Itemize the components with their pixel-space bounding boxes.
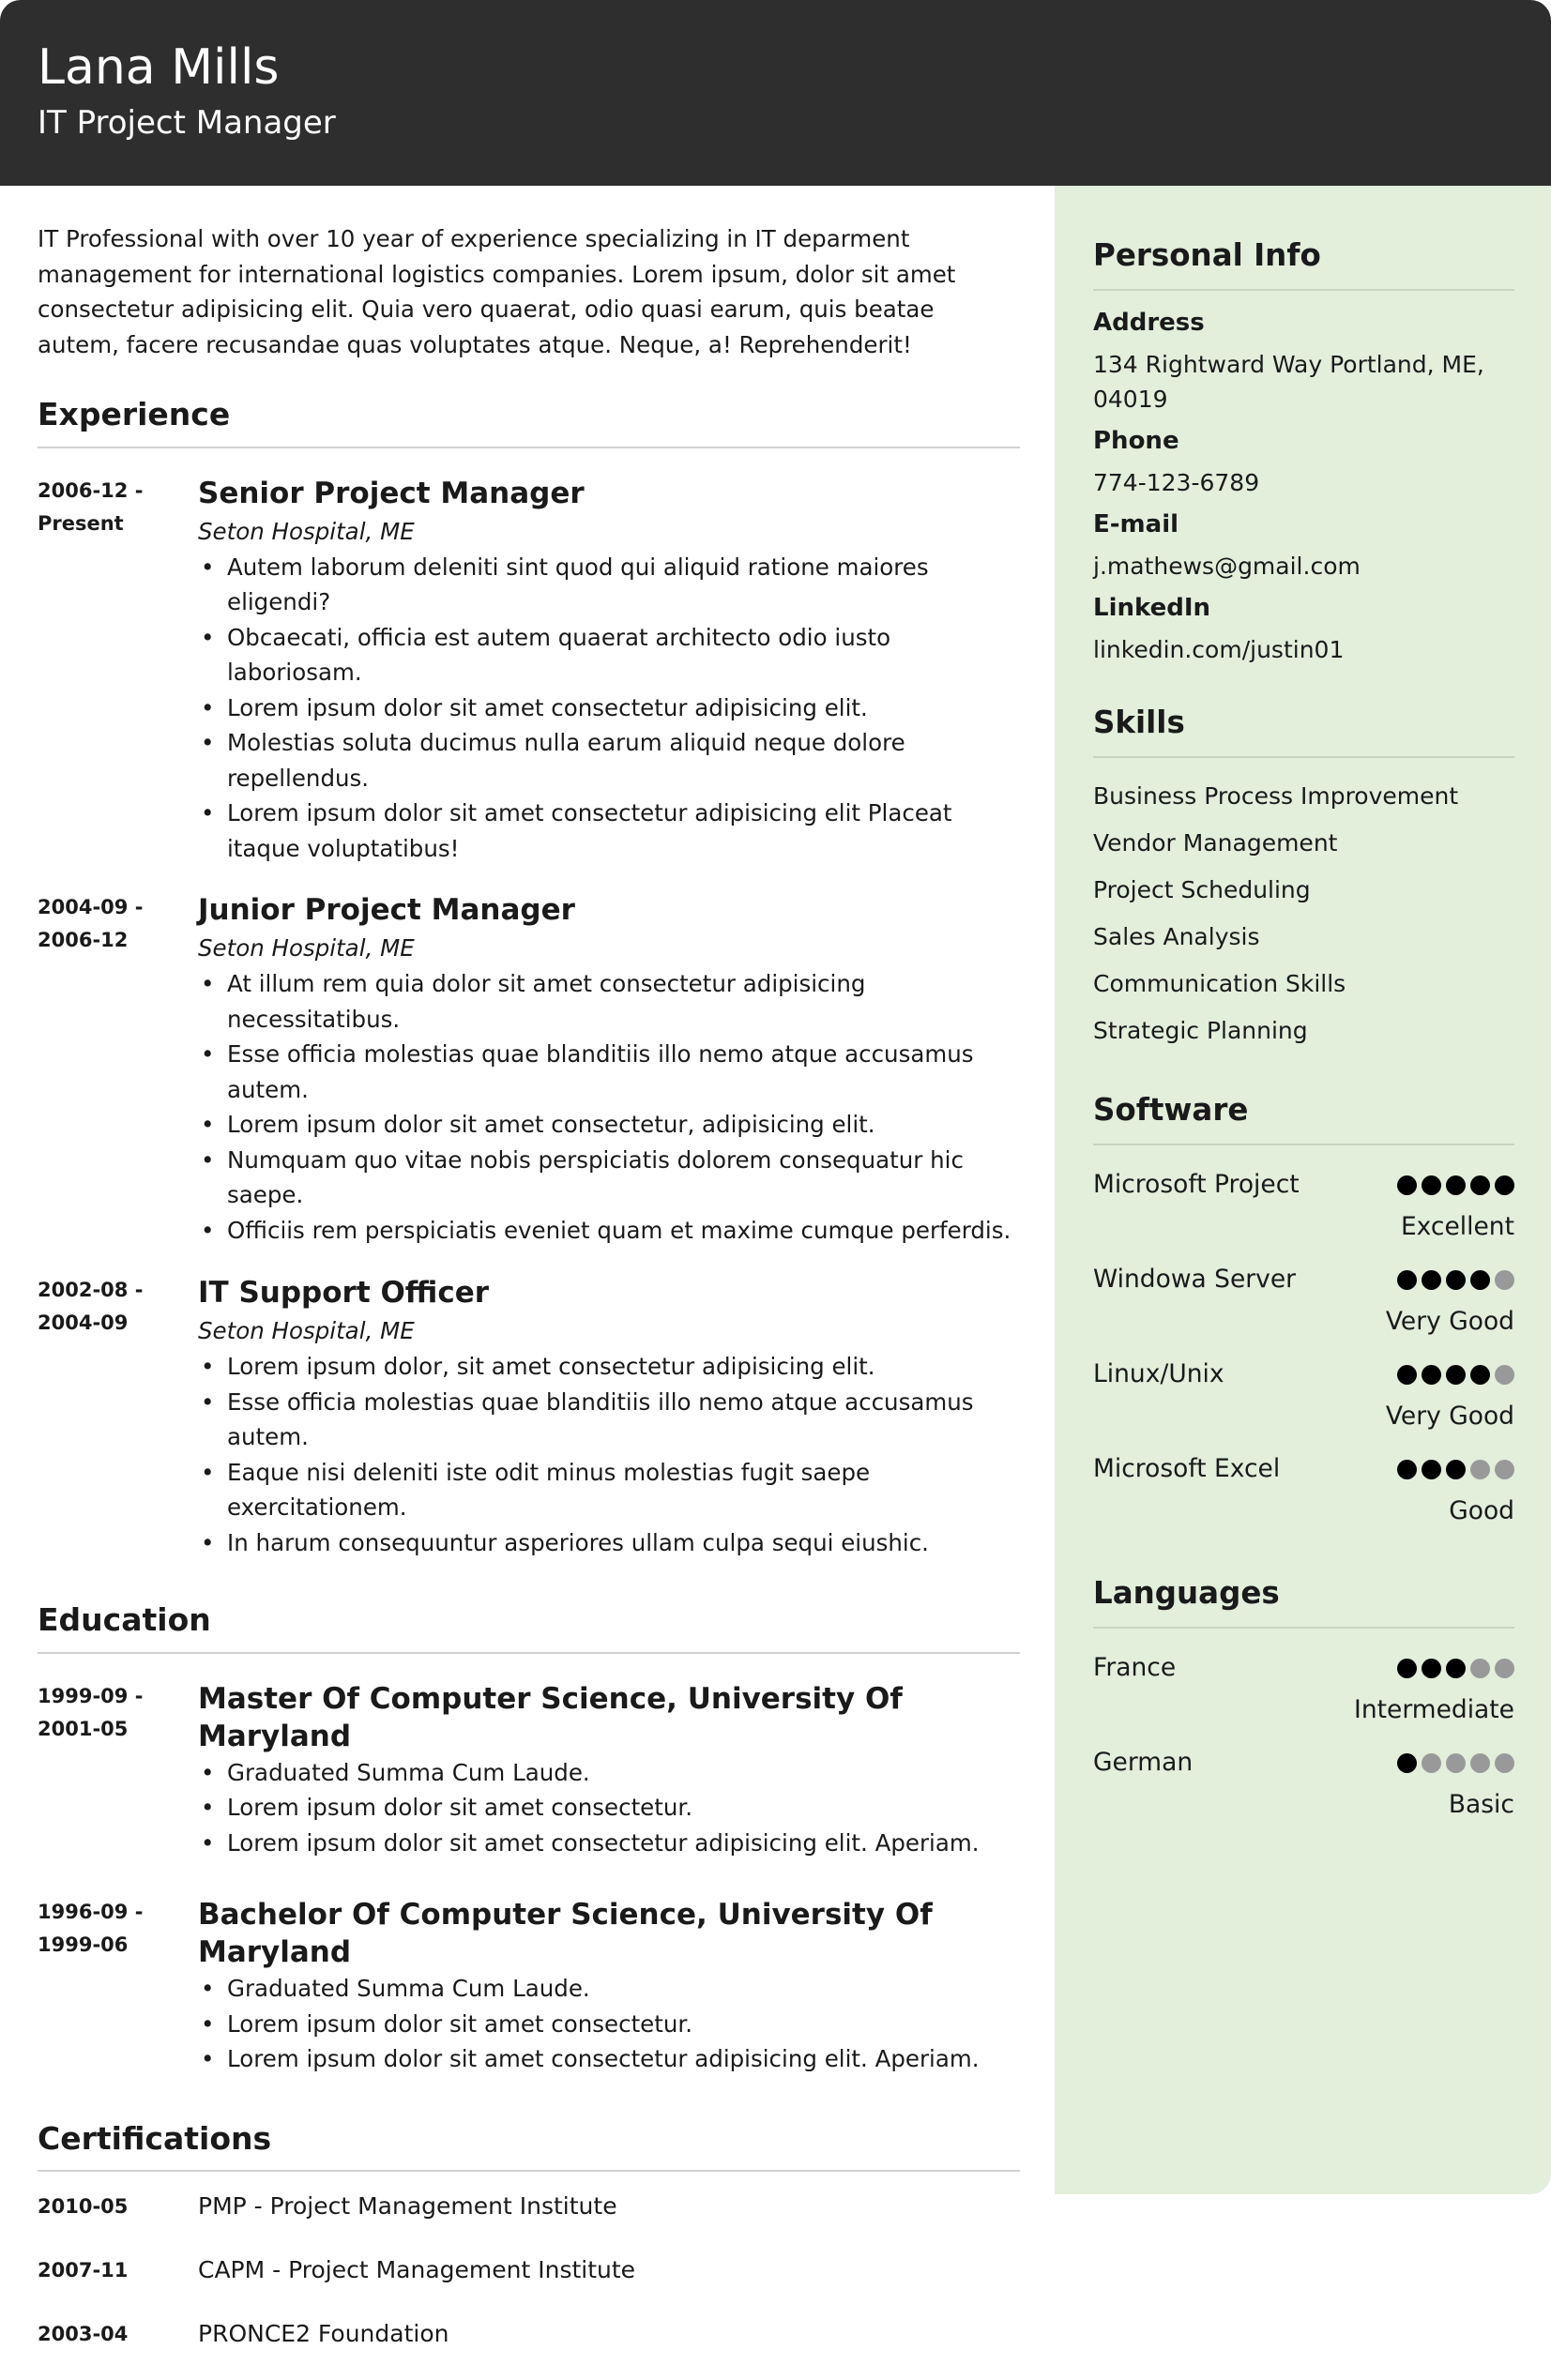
list-item: • Esse officia molestias quae blanditiis illo nemo atque accusamus autem. [198, 1385, 1020, 1455]
list-item: • Obcaecati, officia est autem quaerat architecto odio iusto laboriosam. [198, 620, 1020, 690]
divider [1093, 1627, 1514, 1629]
skill-item: Vendor Management [1093, 829, 1338, 856]
skills-section [1093, 705, 1514, 1054]
bullet-list [198, 966, 1020, 1248]
degree-title: Master Of Computer Science, University Of Maryland [198, 1681, 903, 1753]
date-to: 1999-06 [38, 1933, 129, 1957]
rating-dot-filled [1397, 1175, 1417, 1195]
date-to: 2006-12 [38, 929, 129, 952]
list-item: • Graduated Summa Cum Laude. [198, 1971, 1020, 2007]
rating-dot-empty [1495, 1270, 1514, 1290]
entry-dates [38, 1274, 188, 1340]
skill-item: Project Scheduling [1093, 876, 1311, 903]
cert-date: 2007-11 [38, 2259, 129, 2282]
rating-dot-filled [1446, 1659, 1466, 1678]
cert-name: PMP - Project Management Institute [198, 2192, 617, 2221]
rating-dot-filled [1397, 1659, 1417, 1678]
date-to: Present [38, 511, 124, 535]
software-name: Windowa Server [1093, 1265, 1297, 1294]
job-place: Seton Hospital, ME [198, 517, 415, 545]
rating-dots [1397, 1270, 1514, 1291]
bullet-list [198, 1755, 1020, 1861]
software-rating-row [1093, 1259, 1514, 1354]
bullet-list [198, 1971, 1020, 2077]
email-value: j.mathews@gmail.com [1093, 553, 1361, 580]
rating-dot-empty [1470, 1460, 1490, 1479]
language-rating-row [1093, 1742, 1514, 1837]
certification-row [38, 2252, 1020, 2316]
rating-dots [1397, 1753, 1514, 1774]
skill-item: Business Process Improvement [1093, 782, 1459, 810]
job-title: Senior Project Manager [198, 476, 585, 510]
main-column [38, 221, 1020, 2380]
list-item: • Numquam quo vitae nobis perspiciatis dolorem consequatur hic saepe. [198, 1143, 1020, 1213]
software-name: Microsoft Project [1093, 1170, 1300, 1199]
linkedin-value: linkedin.com/justin01 [1093, 636, 1345, 663]
software-rating-row [1093, 1354, 1514, 1448]
rating-dot-empty [1495, 1460, 1514, 1479]
education-entry [38, 1680, 1020, 1861]
rating-dots [1397, 1460, 1514, 1480]
field-label: LinkedIn [1093, 594, 1211, 622]
date-to: 2004-09 [38, 1311, 129, 1335]
cert-name: CAPM - Project Management Institute [198, 2256, 636, 2284]
sidebar-column [1093, 237, 1514, 1837]
list-item: • Lorem ipsum dolor, sit amet consectetur adipisicing elit. [198, 1349, 1020, 1385]
certifications-section [38, 2120, 1020, 2380]
experience-entry [38, 1274, 1020, 1560]
job-place: Seton Hospital, ME [198, 1317, 415, 1345]
education-section [38, 1601, 1020, 2077]
section-title-certifications: Certifications [38, 2119, 272, 2157]
cert-date: 2003-04 [38, 2323, 129, 2346]
entry-dates [38, 475, 188, 540]
education-entry [38, 1896, 1020, 2077]
rating-dot-empty [1495, 1659, 1514, 1678]
field-label: E-mail [1093, 510, 1179, 538]
rating-level: Very Good [1385, 1402, 1514, 1431]
software-name: Microsoft Excel [1093, 1454, 1281, 1483]
certification-row [38, 2316, 1020, 2380]
rating-dot-filled [1446, 1270, 1466, 1290]
rating-dot-filled [1446, 1460, 1466, 1479]
language-name: France [1093, 1653, 1177, 1682]
rating-dot-filled [1397, 1365, 1417, 1385]
list-item: • At illum rem quia dolor sit amet consectetur adipisicing necessitatibus. [198, 966, 1020, 1037]
software-rating-row [1093, 1448, 1514, 1543]
job-place: Seton Hospital, ME [198, 934, 415, 963]
list-item: • Lorem ipsum dolor sit amet consectetur adipisicing elit Placeat itaque voluptatibus! [198, 796, 1020, 866]
software-rating-row [1093, 1164, 1514, 1259]
address-value: 134 Rightward Way Portland, ME, 04019 [1093, 351, 1484, 413]
job-title: Junior Project Manager [198, 893, 575, 928]
list-item: • Molestias soluta ducimus nulla earum aliquid neque dolore repellendus. [198, 725, 1020, 796]
rating-dot-filled [1397, 1753, 1417, 1773]
experience-section [38, 396, 1020, 1560]
list-item: • Lorem ipsum dolor sit amet consectetur. [198, 1790, 1020, 1826]
rating-dot-filled [1422, 1175, 1441, 1195]
rating-dot-filled [1422, 1659, 1441, 1678]
rating-dot-filled [1470, 1175, 1490, 1195]
cert-name: PRONCE2 Foundation [198, 2320, 449, 2348]
list-item: • In harum consequuntur asperiores ullam culpa sequi eiushic. [198, 1525, 1020, 1561]
list-item: • Lorem ipsum dolor sit amet consectetur adipisicing elit. Aperiam. [198, 1826, 1020, 1861]
phone-value: 774-123-6789 [1093, 469, 1260, 496]
certification-row [38, 2189, 1020, 2252]
rating-dot-filled [1422, 1460, 1441, 1479]
software-name: Linux/Unix [1093, 1359, 1224, 1388]
section-title-software: Software [1093, 1092, 1249, 1128]
rating-dot-filled [1470, 1365, 1490, 1385]
software-section [1093, 1092, 1514, 1543]
rating-dot-filled [1470, 1270, 1490, 1290]
rating-dot-empty [1495, 1753, 1514, 1773]
section-title-personal-info: Personal Info [1093, 237, 1321, 273]
list-item: • Officiis rem perspiciatis eveniet quam et maxime cumque perferdis. [198, 1213, 1020, 1249]
candidate-role: IT Project Manager [38, 104, 336, 142]
divider [38, 447, 1020, 448]
experience-entry [38, 475, 1020, 867]
section-title-education: Education [38, 1601, 211, 1639]
section-title-experience: Experience [38, 396, 231, 432]
skill-item: Communication Skills [1093, 970, 1346, 997]
resume-header [0, 0, 1551, 186]
entry-dates [38, 1896, 188, 1962]
list-item: • Autem laborum deleniti sint quod qui aliquid ratione maiores eligendi? [198, 550, 1020, 620]
rating-dots [1397, 1659, 1514, 1679]
divider [1093, 756, 1514, 758]
rating-dot-filled [1495, 1175, 1514, 1195]
language-name: German [1093, 1748, 1194, 1777]
list-item: • Lorem ipsum dolor sit amet consectetur adipisicing elit. [198, 690, 1020, 726]
field-label: Phone [1093, 427, 1179, 455]
date-from: 1999-09 - [38, 1684, 144, 1707]
degree-title: Bachelor Of Computer Science, University Of Maryland [198, 1898, 933, 1970]
rating-dots [1397, 1175, 1514, 1196]
rating-dot-filled [1422, 1365, 1441, 1385]
bullet-list [198, 550, 1020, 867]
rating-dot-empty [1495, 1365, 1514, 1385]
list-item: • Graduated Summa Cum Laude. [198, 1755, 1020, 1791]
list-item: • Lorem ipsum dolor sit amet consectetur. [198, 2007, 1020, 2042]
section-title-skills: Skills [1093, 705, 1185, 740]
date-from: 2006-12 - [38, 478, 144, 502]
rating-level: Good [1449, 1496, 1514, 1525]
list-item: • Lorem ipsum dolor sit amet consectetur adipisicing elit. Aperiam. [198, 2041, 1020, 2077]
rating-dot-filled [1446, 1175, 1466, 1195]
rating-level: Excellent [1400, 1212, 1514, 1241]
cert-date: 2010-05 [38, 2195, 129, 2219]
section-title-languages: Languages [1093, 1575, 1280, 1611]
rating-dot-filled [1397, 1460, 1417, 1479]
date-from: 1996-09 - [38, 1901, 144, 1924]
bullet-list [198, 1349, 1020, 1560]
rating-dot-filled [1446, 1365, 1466, 1385]
summary-text: IT Professional with over 10 year of experience specializing in IT deparment management for international logistics companies. Lorem ipsum, dolor sit amet consectetur adipisicing elit. Quia vero quaerat, odio quasi earum, quis beatae autem, facere recusandae quas voluptates atque. Neque, a! Reprehenderit! [38, 225, 956, 358]
skill-item: Strategic Planning [1093, 1017, 1308, 1044]
rating-level: Intermediate [1354, 1695, 1514, 1724]
divider [1093, 289, 1514, 291]
rating-dot-filled [1397, 1270, 1417, 1290]
list-item: • Esse officia molestias quae blanditiis illo nemo atque accusamus autem. [198, 1037, 1020, 1107]
rating-level: Basic [1448, 1790, 1514, 1819]
rating-dot-empty [1422, 1753, 1441, 1773]
language-rating-row [1093, 1647, 1514, 1742]
experience-entry [38, 891, 1020, 1248]
divider [38, 2170, 1020, 2172]
rating-dot-filled [1422, 1270, 1441, 1290]
personal-info-section [1093, 237, 1514, 667]
list-item: • Lorem ipsum dolor sit amet consectetur, adipisicing elit. [198, 1107, 1020, 1143]
candidate-name: Lana Mills [38, 39, 280, 96]
date-from: 2002-08 - [38, 1279, 144, 1302]
entry-dates [38, 1680, 188, 1746]
date-to: 2001-05 [38, 1717, 129, 1740]
rating-dot-empty [1446, 1753, 1466, 1773]
date-from: 2004-09 - [38, 896, 144, 919]
divider [1093, 1144, 1514, 1145]
rating-dots [1397, 1365, 1514, 1386]
divider [38, 1652, 1020, 1654]
list-item: • Eaque nisi deleniti iste odit minus molestias fugit saepe exercitationem. [198, 1455, 1020, 1525]
rating-dot-empty [1470, 1659, 1490, 1678]
skill-item: Sales Analysis [1093, 923, 1260, 950]
languages-section [1093, 1575, 1514, 1837]
field-label: Address [1093, 309, 1205, 337]
rating-dot-empty [1470, 1753, 1490, 1773]
rating-level: Very Good [1385, 1307, 1514, 1336]
entry-dates [38, 891, 188, 957]
job-title: IT Support Officer [198, 1276, 490, 1311]
